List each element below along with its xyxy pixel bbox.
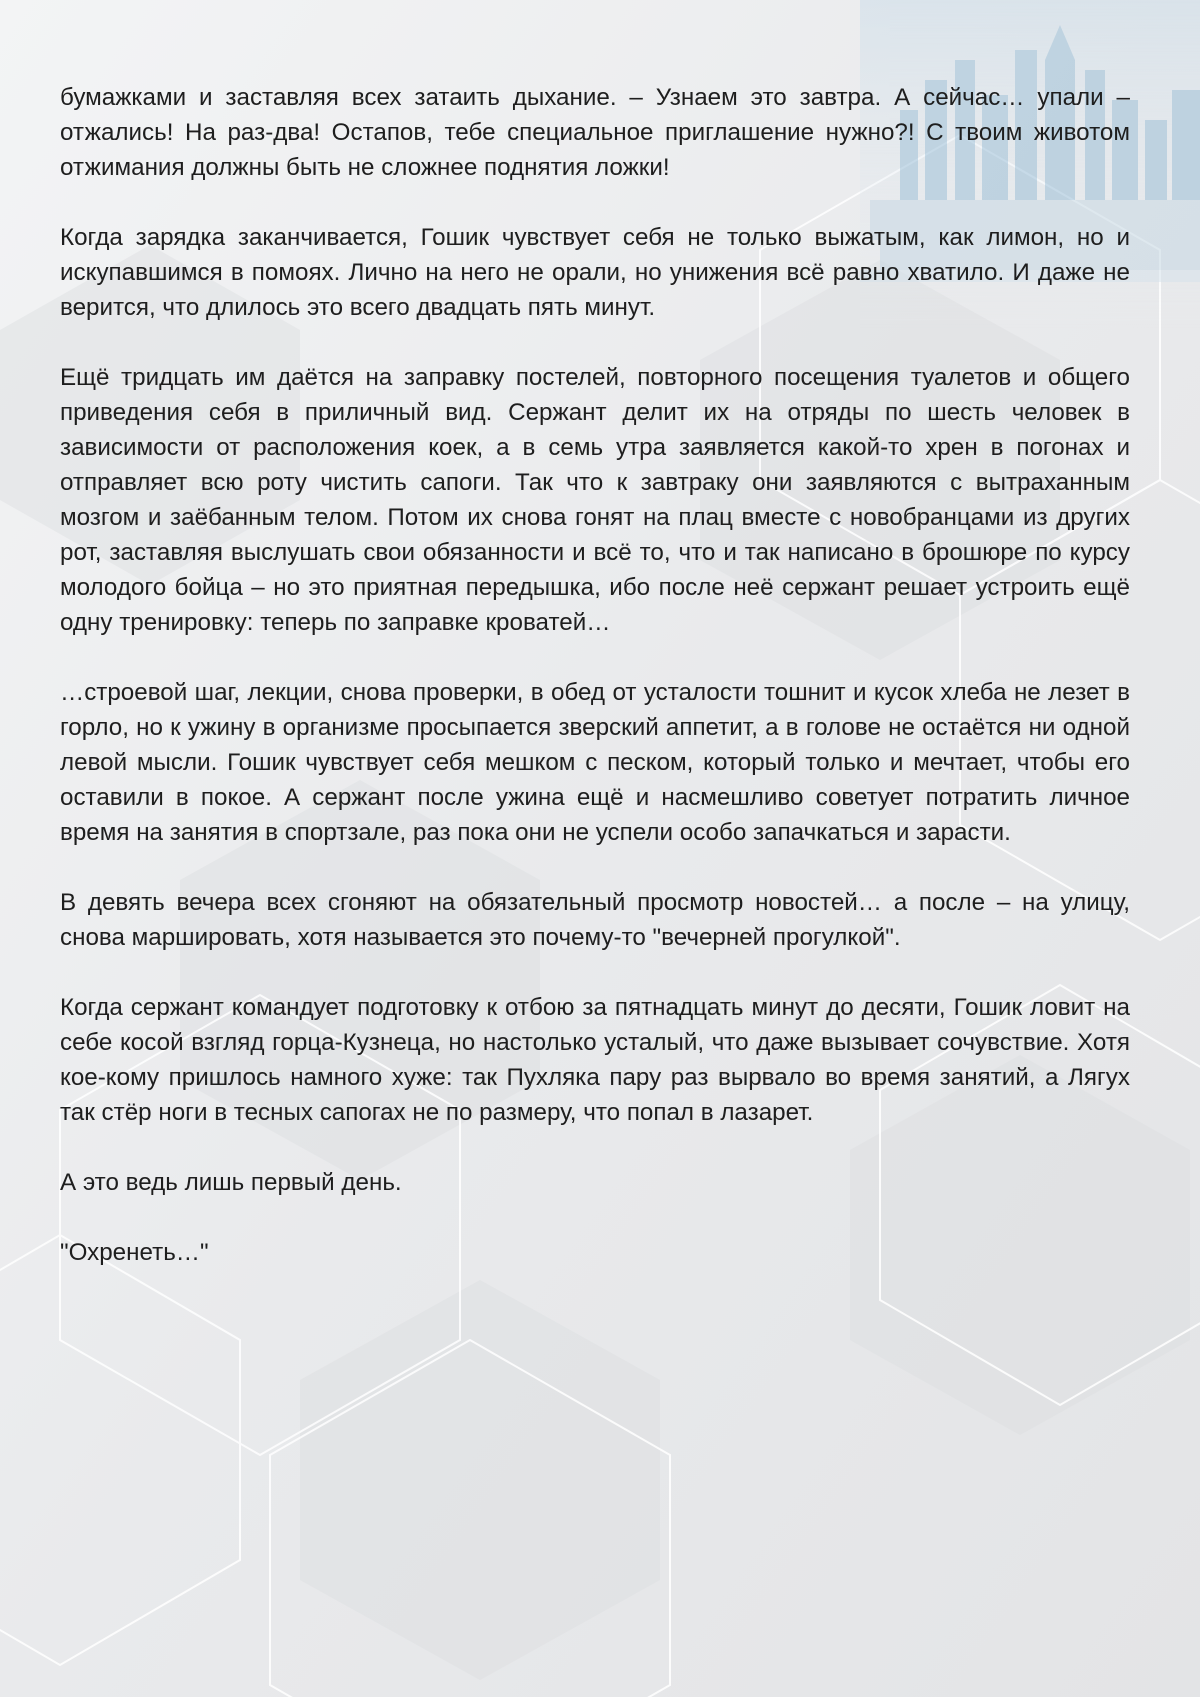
paragraph-1: бумажками и заставляя всех затаить дыхание. – Узнаем это завтра. А сейчас… упали – отжались! На раз-два! Остапов, тебе специальное приглашение нужно?! С твоим животом отжимания должны быть не сложнее поднятия ложки!	[60, 84, 1130, 181]
paragraph-4: …строевой шаг, лекции, снова проверки, в обед от усталости тошнит и кусок хлеба не лезет в горло, но к ужину в организме просыпается зверский аппетит, а в голове не остаётся ни одной левой мысли. Гошик чувствует себя мешком с песком, который только и мечтает, чтобы его оставили в покое. А сержант после ужина ещё и насмешливо советует потратить личное время на занятия в спортзале, раз пока они не успели особо запачкаться и зарасти.	[60, 679, 1130, 846]
paragraph-5: В девять вечера всех сгоняют на обязательный просмотр новостей… а после – на улицу, снова маршировать, хотя называется это почему-то "вечерней прогулкой".	[60, 889, 1130, 951]
paragraph-8: "Охренеть…"	[60, 1239, 209, 1266]
paragraph-3: Ещё тридцать им даётся на заправку постелей, повторного посещения туалетов и общего приведения себя в приличный вид. Сержант делит их на отряды по шесть человек в зависимости от расположения коек, а в семь утра заявляется какой-то хрен в погонах и отправляет всю роту чистить сапоги. Так что к завтраку они заявляются с вытраханным мозгом и заёбанным телом. Потом их снова гонят на плац вместе с новобранцами из других рот, заставляя выслушать свои обязанности и всё то, что и так написано в брошюре по курсу молодого бойца – но это приятная передышка, ибо после неё сержант решает устроить ещё одну тренировку: теперь по заправке кроватей…	[60, 364, 1130, 636]
paragraph-2: Когда зарядка заканчивается, Гошик чувствует себя не только выжатым, как лимон, но и искупавшимся в помоях. Лично на него не орали, но унижения всё равно хватило. И даже не верится, что длилось это всего двадцать пять минут.	[60, 224, 1130, 321]
paragraph-7: А это ведь лишь первый день.	[60, 1169, 402, 1196]
document-body	[60, 80, 1130, 1305]
paragraph-6: Когда сержант командует подготовку к отбою за пятнадцать минут до десяти, Гошик ловит на себе косой взгляд горца-Кузнеца, но настолько усталый, что даже вызывает сочувствие. Хотя кое-кому пришлось намного хуже: так Пухляка пару раз вырвало во время занятий, а Лягух так стёр ноги в тесных сапогах не по размеру, что попал в лазарет.	[60, 994, 1130, 1126]
